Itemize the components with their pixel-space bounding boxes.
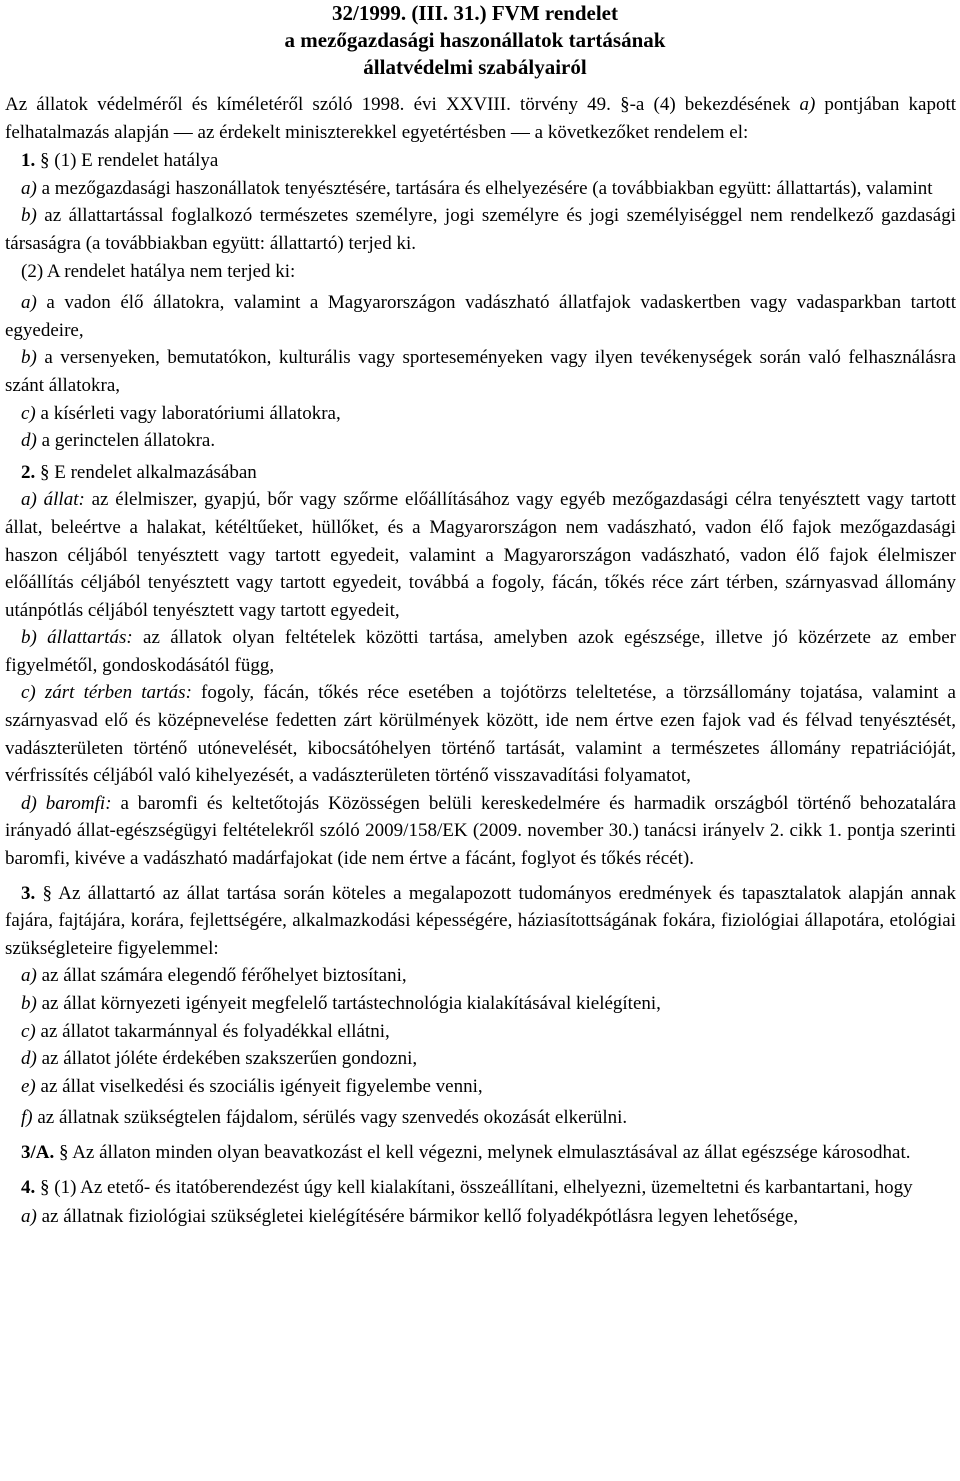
point-text: a vadon élő állatokra, valamint a Magyarországon vadászható állatfajok vadaskertben vagy vadasparkban tartott egyedeire, <box>5 292 956 341</box>
document-title <box>0 0 960 81</box>
section-number: 3. <box>21 882 36 904</box>
point-text: a mezőgazdasági haszonállatok tenyésztésére, tartására és elhelyezésére (a továbbiakban együtt: állattartás), valamint <box>36 177 933 199</box>
point-text: az állat környezeti igényeit megfelelő tartástechnológia kialakításával kielégíteni, <box>36 993 661 1014</box>
point-label: a) <box>21 965 37 987</box>
section-2-point-d <box>5 790 956 873</box>
point-text: az állatot jóléte érdekében szakszerűen gondozni, <box>36 1048 418 1070</box>
definition-term: b) állattartás: <box>21 627 133 649</box>
preamble-text-cont: pontjában kapott felhatalmazás alapján — az érdekelt miniszterekkel egyetértésben — a következőket rendelem el: <box>5 94 956 143</box>
section-2-point-c <box>5 679 956 789</box>
definition-text: az állatok olyan feltételek közötti tartása, amelyben azok egészsége, illetve jó közérzete az ember figyelmétől, gondoskodásától függ, <box>5 627 956 676</box>
point-label: a) <box>21 177 37 199</box>
section-number: 4. <box>21 1176 36 1198</box>
title-line-1: 32/1999. (III. 31.) FVM rendelet <box>332 1 618 25</box>
section-3-heading <box>5 880 956 963</box>
section-3-point-d <box>5 1045 956 1073</box>
section-3-point-a <box>5 962 956 990</box>
section-1-point-b <box>5 202 956 257</box>
section-heading-text: § Az állattartó az állat tartása során köteles a megalapozott tudományos eredmények és tapasztalatok alapján annak fajára, fajtájára, korára, fejlettségére, alkalmazkodási képességére, háziasítottságának fokára, fiziológiai állapotára, etológiai szükségleteire figyelemmel: <box>5 882 956 959</box>
section-2-point-a <box>5 486 956 624</box>
section-1-p2-point-d <box>5 427 956 455</box>
point-text: az állatnak fiziológiai szükségletei kielégítésére bármikor kellő folyadékpótlásra legyen lehetősége, <box>36 1206 799 1228</box>
definition-text: a baromfi és keltetőtojás Közösségen belüli kereskedelmére és harmadik országból történő behozatalára irányadó állat-egészségügyi feltételekről szóló 2009/158/EK (2009. november 30.) tanácsi irányelv 2. cikk 1. pontja szerinti baromfi, kivéve a vadászható madárfajokat (ide nem értve a fácánt, foglyot és tőkés récét). <box>5 792 957 870</box>
definition-term: c) zárt térben tartás: <box>21 682 192 704</box>
document-body <box>0 91 960 1231</box>
section-1-p2-point-a <box>5 289 956 344</box>
definition-text: az élelmiszer, gyapjú, bőr vagy szőrme előállításához vagy egyéb mezőgazdasági célra tenyésztett vagy tartott állat, beleértve a halakat, kétéltűeket, hüllőket, és a Magyarországon nem vadászható, vadon élő fajok mezőgazdasági haszon céljából tenyésztett vagy tartott egyedeit, valamint a Magyarországon vadászható, vadon élő fajok élelmiszer előállítás céljából tenyésztett vagy tartott egyedeit, továbbá a fogoly, fácán, tőkés réce zárt térben, szárnyasvad állomány utánpótlás céljából tenyésztett vagy tartott egyedeit, <box>5 489 956 621</box>
section-3-point-b <box>5 990 956 1018</box>
section-3a <box>5 1139 956 1167</box>
section-number: 1. <box>21 150 36 172</box>
point-text: az állattartással foglalkozó természetes személyre, jogi személyre és jogi személyiséggel nem rendelkező gazdasági társaságra (a továbbiakban együtt: állattartó) terjed ki. <box>5 205 956 254</box>
point-label: a) <box>21 292 37 314</box>
section-number: 2. <box>21 461 36 483</box>
point-text: a kísérleti vagy laboratóriumi állatokra, <box>35 402 341 424</box>
point-text: az állatot takarmánnyal és folyadékkal ellátni, <box>35 1020 390 1042</box>
preamble-item-ref: a) <box>799 94 816 115</box>
definition-term: d) baromfi: <box>21 792 112 814</box>
point-label: a) <box>21 1206 37 1228</box>
section-4-point-a <box>5 1203 956 1231</box>
section-1-paragraph-2: (2) A rendelet hatálya nem terjed ki: <box>21 260 296 282</box>
point-text: az állat viselkedési és szociális igényeit figyelembe venni, <box>35 1075 483 1097</box>
section-3-point-c <box>5 1018 956 1046</box>
section-1-point-a <box>5 175 956 203</box>
section-2-heading <box>5 459 956 487</box>
section-heading-text: § E rendelet alkalmazásában <box>35 461 257 483</box>
point-label: e) <box>21 1075 36 1097</box>
section-1-heading <box>5 147 956 175</box>
section-heading-text: § (1) Az etető- és itatóberendezést úgy kell kialakítani, összeállítani, elhelyezni, üzemeltetni és karbantartani, hogy <box>35 1176 913 1198</box>
definition-term: a) állat: <box>21 489 85 511</box>
point-text: az állatnak szükségtelen fájdalom, sérülés vagy szenvedés okozását elkerülni. <box>32 1107 628 1129</box>
point-text: az állat számára elegendő férőhelyet biztosítani, <box>36 965 407 987</box>
preamble-text: Az állatok védelméről és kíméletéről szóló 1998. évi XXVIII. törvény 49. §-a (4) bekezdésének <box>5 94 800 115</box>
section-1-p2-point-c <box>5 400 956 428</box>
point-label: c) <box>21 1020 36 1042</box>
section-3-point-f <box>5 1104 956 1132</box>
section-number: 3/A. <box>21 1141 55 1163</box>
point-text: a versenyeken, bemutatókon, kulturális vagy sporteseményeken vagy ilyen tevékenységek során való felhasználásra szánt állatokra, <box>5 347 956 396</box>
point-label: f) <box>21 1107 33 1129</box>
point-label: d) <box>21 430 37 452</box>
title-line-3: állatvédelmi szabályairól <box>363 55 587 79</box>
section-3-point-e <box>5 1073 956 1101</box>
point-label: b) <box>21 347 37 369</box>
point-label: b) <box>21 205 37 227</box>
section-2-point-b <box>5 624 956 679</box>
section-heading-text: § Az állaton minden olyan beavatkozást el kell végezni, melynek elmulasztásával az állat egészsége károsodhat. <box>54 1141 911 1163</box>
preamble <box>5 91 956 146</box>
definition-text: fogoly, fácán, tőkés réce esetében a tojótörzs teleltetése, a törzsállomány tojatása, valamint a szárnyasvad elő és középnevelése fedetten zárt körülmények között, ide nem értve ezen fajok vad és félvad tenyésztését, vadászterületen történő utónevelését, kibocsátóhelyen történő tartását, valamint a természetes állomány repatriációját, vérfrissítés céljából való kihelyezését, a vadászterületen történő visszavadítási folyamatot, <box>5 682 956 787</box>
title-line-2: a mezőgazdasági haszonállatok tartásának <box>284 28 666 52</box>
point-label: c) <box>21 402 36 424</box>
section-heading-text: § (1) E rendelet hatálya <box>35 150 219 172</box>
point-text: a gerinctelen állatokra. <box>36 430 216 452</box>
section-4-heading <box>5 1174 956 1202</box>
section-1-p2-point-b <box>5 344 956 399</box>
point-label: d) <box>21 1048 37 1070</box>
point-label: b) <box>21 993 37 1014</box>
